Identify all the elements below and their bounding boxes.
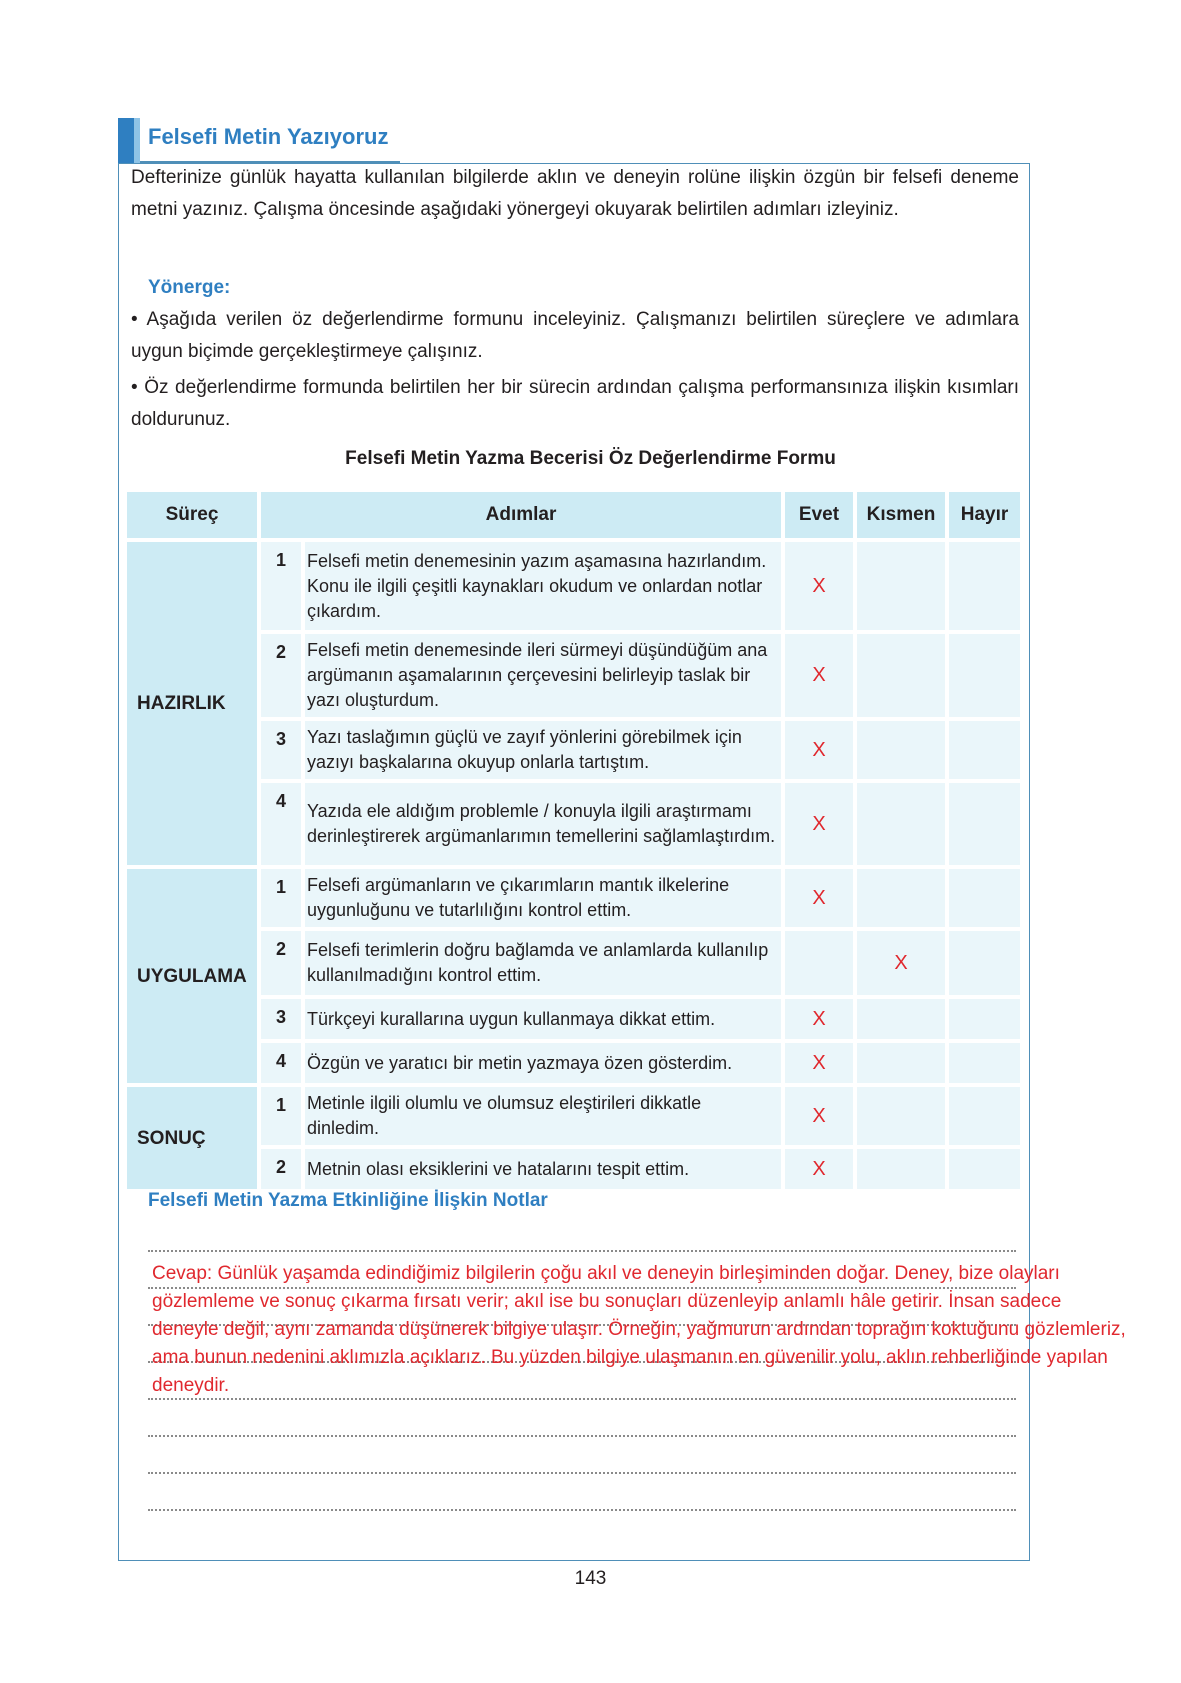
mark-cell-kismen[interactable] — [857, 869, 945, 927]
header-surec: Süreç — [127, 492, 257, 538]
mark-cell-hayir[interactable] — [949, 931, 1020, 995]
header-evet: Evet — [785, 492, 853, 538]
table-row — [127, 931, 1020, 995]
mark-cell-kismen[interactable] — [857, 1149, 945, 1189]
mark-cell-kismen[interactable] — [857, 931, 945, 995]
surec-cell: HAZIRLIK — [127, 542, 257, 865]
step-text: Metnin olası eksiklerini ve hatalarını tespit ettim. — [305, 1149, 781, 1189]
mark-cell-hayir[interactable] — [949, 634, 1020, 717]
x-mark: X — [812, 886, 826, 909]
section-title: Felsefi Metin Yazıyoruz — [148, 124, 389, 149]
form-title: Felsefi Metin Yazma Becerisi Öz Değerlendirme Formu — [345, 448, 836, 469]
mark-cell-hayir[interactable] — [949, 1149, 1020, 1189]
note-line — [148, 1435, 1016, 1437]
intro-paragraph: Defterinize günlük hayatta kullanılan bilgilerde aklın ve deneyin rolüne ilişkin özgün bir felsefi deneme metni yazınız. Çalışma öncesinde aşağıdaki yönergeyi okuyarak belirtilen adımları izleyiniz. — [131, 167, 1019, 220]
x-mark: X — [812, 1157, 826, 1180]
step-text: Türkçeyi kurallarına uygun kullanmaya dikkat ettim. — [305, 999, 781, 1039]
table-header-row — [127, 492, 1020, 538]
step-text: Özgün ve yaratıcı bir metin yazmaya özen gösterdim. — [305, 1043, 781, 1083]
step-text: Metinle ilgili olumlu ve olumsuz eleştirileri dikkatle dinledim. — [305, 1087, 781, 1145]
step-number: 2 — [261, 931, 301, 995]
mark-cell-evet[interactable] — [785, 1087, 853, 1145]
x-mark: X — [894, 951, 908, 974]
table-row — [127, 542, 1020, 630]
yonerge-item-1: • Aşağıda verilen öz değerlendirme formunu inceleyiniz. Çalışmanızı belirtilen süreçlere ve adımlara uygun biçimde gerçekleştirmeye çalışınız. — [131, 309, 1019, 362]
mark-cell-evet[interactable] — [785, 869, 853, 927]
x-mark: X — [812, 1051, 826, 1074]
table-row — [127, 1087, 1020, 1145]
page-number: 143 — [574, 1568, 607, 1589]
mark-cell-hayir[interactable] — [949, 542, 1020, 630]
table-row — [127, 999, 1020, 1039]
x-mark: X — [812, 738, 826, 761]
mark-cell-hayir[interactable] — [949, 869, 1020, 927]
yonerge-label: Yönerge: — [148, 277, 231, 298]
table-row — [127, 1149, 1020, 1189]
table-row — [127, 721, 1020, 779]
mark-cell-kismen[interactable] — [857, 721, 945, 779]
step-text: Felsefi terimlerin doğru bağlamda ve anlamlarda kullanılıp kullanılmadığını kontrol ettim. — [305, 931, 781, 995]
header-adimlar: Adımlar — [261, 492, 781, 538]
table-row — [127, 634, 1020, 717]
step-number: 2 — [261, 1149, 301, 1189]
table-row — [127, 869, 1020, 927]
note-line — [148, 1472, 1016, 1474]
step-text: Yazıda ele aldığım problemle / konuyla ilgili araştırmamı derinleştirerek argümanlarımın temellerini sağlamlaştırdım. — [305, 783, 781, 865]
surec-cell: SONUÇ — [127, 1087, 257, 1189]
mark-cell-evet[interactable] — [785, 999, 853, 1039]
step-number: 4 — [261, 1043, 301, 1083]
x-mark: X — [812, 812, 826, 835]
note-line — [148, 1509, 1016, 1511]
step-number: 1 — [261, 542, 301, 630]
yonerge-item-2: • Öz değerlendirme formunda belirtilen her bir sürecin ardından çalışma performansınıza ilişkin kısımları doldurunuz. — [131, 377, 1019, 430]
step-number: 1 — [261, 869, 301, 927]
handwritten-answer: Cevap: Günlük yaşamda edindiğimiz bilgilerin çoğu akıl ve deneyin birleşiminden doğar. Deney, bize olayları gözlemleme ve sonuç çıkarma fırsatı verir; akıl ise bu sonuçları düzenleyip anlamlı hâle getirir. İnsan sadece deneyle değil, aynı zamanda düşünerek bilgiye ulaşır. Örneğin, yağmurun ardından toprağın koktuğunu gözlemleriz, ama bunun nedenini aklımızla açıklarız. Bu yüzden bilgiye ulaşmanın en güvenilir yolu, aklın rehberliğinde yapılan deneydir. — [152, 1263, 1126, 1396]
step-number: 2 — [261, 634, 301, 717]
mark-cell-hayir[interactable] — [949, 999, 1020, 1039]
x-mark: X — [812, 1104, 826, 1127]
table-row — [127, 783, 1020, 865]
mark-cell-hayir[interactable] — [949, 721, 1020, 779]
mark-cell-evet[interactable] — [785, 1043, 853, 1083]
mark-cell-evet[interactable] — [785, 783, 853, 865]
mark-cell-evet[interactable] — [785, 931, 853, 995]
mark-cell-evet[interactable] — [785, 721, 853, 779]
mark-cell-kismen[interactable] — [857, 1087, 945, 1145]
mark-cell-kismen[interactable] — [857, 1043, 945, 1083]
step-number: 4 — [261, 783, 301, 865]
section-title-bar-accent — [134, 118, 140, 164]
mark-cell-hayir[interactable] — [949, 1043, 1020, 1083]
header-hayir: Hayır — [949, 492, 1020, 538]
header-kismen: Kısmen — [857, 492, 945, 538]
step-text: Felsefi metin denemesinde ileri sürmeyi düşündüğüm ana argümanın aşamalarının çerçevesini belirleyip taslak bir yazı oluşturdum. — [305, 634, 781, 717]
mark-cell-kismen[interactable] — [857, 634, 945, 717]
mark-cell-kismen[interactable] — [857, 542, 945, 630]
step-text: Yazı taslağımın güçlü ve zayıf yönlerini görebilmek için yazıyı başkalarına okuyup onlarla tartıştım. — [305, 721, 781, 779]
step-text: Felsefi argümanların ve çıkarımların mantık ilkelerine uygunluğunu ve tutarlılığını kontrol ettim. — [305, 869, 781, 927]
surec-cell: UYGULAMA — [127, 869, 257, 1083]
mark-cell-hayir[interactable] — [949, 1087, 1020, 1145]
mark-cell-evet[interactable] — [785, 1149, 853, 1189]
mark-cell-kismen[interactable] — [857, 999, 945, 1039]
step-text: Felsefi metin denemesinin yazım aşamasına hazırlandım. Konu ile ilgili çeşitli kaynakları okudum ve onlardan notlar çıkardım. — [305, 542, 781, 630]
step-number: 3 — [261, 721, 301, 779]
x-mark: X — [812, 574, 826, 597]
step-number: 3 — [261, 999, 301, 1039]
step-number: 1 — [261, 1087, 301, 1145]
table-row — [127, 1043, 1020, 1083]
notes-title: Felsefi Metin Yazma Etkinliğine İlişkin Notlar — [148, 1190, 548, 1211]
note-line — [148, 1250, 1016, 1252]
mark-cell-hayir[interactable] — [949, 783, 1020, 865]
table-body — [127, 542, 1020, 1189]
mark-cell-kismen[interactable] — [857, 783, 945, 865]
x-mark: X — [812, 664, 826, 686]
mark-cell-evet[interactable] — [785, 542, 853, 630]
mark-cell-evet[interactable] — [785, 634, 853, 717]
self-assessment-table — [123, 488, 1024, 1193]
x-mark: X — [812, 1007, 826, 1030]
